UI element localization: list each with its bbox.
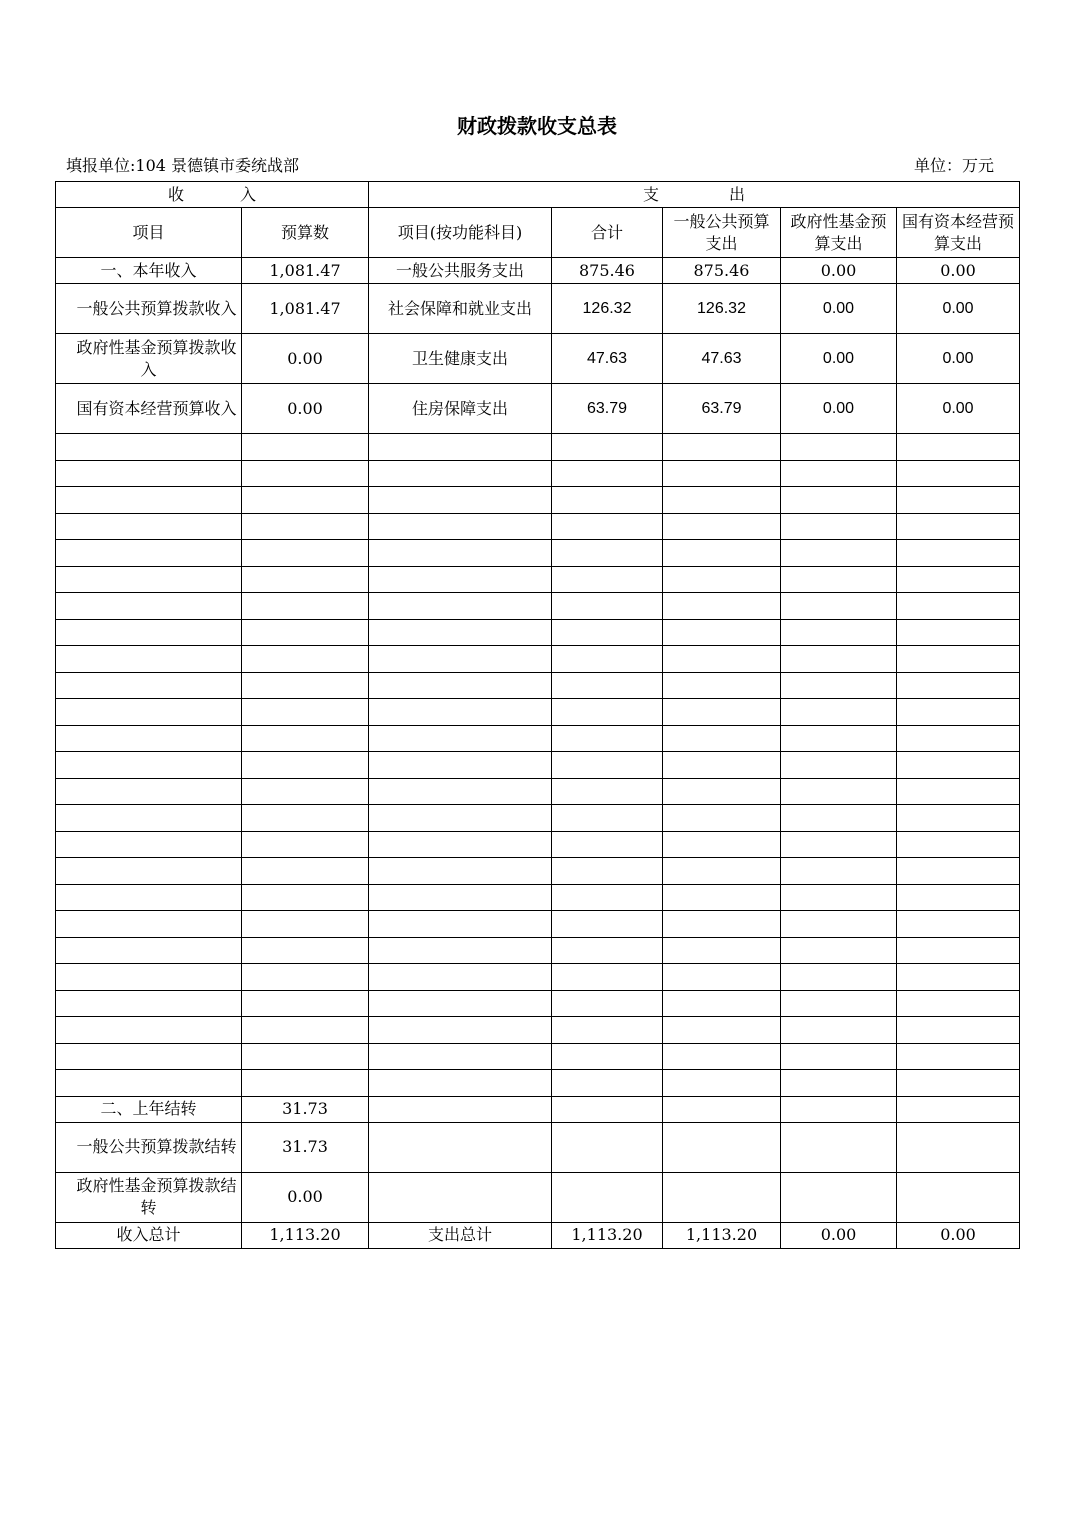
- empty-cell: [897, 990, 1020, 1017]
- empty-cell: [369, 593, 552, 620]
- empty-cell: [56, 884, 242, 911]
- col-header-item: 项目: [56, 208, 242, 258]
- empty-cell: [56, 1070, 242, 1097]
- empty-cell: [663, 937, 781, 964]
- empty-cell: [781, 858, 897, 885]
- empty-cell: [552, 964, 663, 991]
- empty-cell: [897, 540, 1020, 567]
- empty-cell: [781, 805, 897, 832]
- empty-cell: [897, 752, 1020, 779]
- expense-item: 卫生健康支出: [369, 334, 552, 384]
- empty-cell: [552, 1096, 663, 1122]
- empty-cell: [663, 752, 781, 779]
- empty-cell: [242, 513, 369, 540]
- empty-cell: [56, 1043, 242, 1070]
- empty-cell: [242, 725, 369, 752]
- empty-cell: [781, 646, 897, 673]
- empty-cell: [781, 540, 897, 567]
- empty-cell: [56, 937, 242, 964]
- empty-cell: [663, 1070, 781, 1097]
- empty-cell: [897, 460, 1020, 487]
- empty-row: [56, 990, 1020, 1017]
- empty-row: [56, 619, 1020, 646]
- expense-gov-fund: 0.00: [781, 334, 897, 384]
- empty-cell: [369, 937, 552, 964]
- empty-cell: [242, 964, 369, 991]
- column-header-row: [56, 208, 1020, 258]
- empty-cell: [242, 1043, 369, 1070]
- empty-cell: [897, 1043, 1020, 1070]
- income-value: 0.00: [242, 1172, 369, 1222]
- empty-row: [56, 1070, 1020, 1097]
- empty-cell: [242, 540, 369, 567]
- budget-summary-table: [55, 181, 1020, 1249]
- empty-cell: [369, 1043, 552, 1070]
- empty-cell: [781, 964, 897, 991]
- expense-total: 126.32: [552, 284, 663, 334]
- empty-cell: [663, 1172, 781, 1222]
- income-value: 31.73: [242, 1096, 369, 1122]
- empty-cell: [897, 1096, 1020, 1122]
- expense-state-capital: 0.00: [897, 384, 1020, 434]
- empty-row: [56, 752, 1020, 779]
- empty-cell: [781, 937, 897, 964]
- expense-state-capital: 0.00: [897, 284, 1020, 334]
- empty-cell: [663, 540, 781, 567]
- empty-cell: [897, 805, 1020, 832]
- empty-cell: [56, 566, 242, 593]
- empty-cell: [552, 699, 663, 726]
- empty-cell: [663, 593, 781, 620]
- col-header-state-capital: 国有资本经营预算支出: [897, 208, 1020, 258]
- empty-cell: [369, 460, 552, 487]
- empty-cell: [552, 1070, 663, 1097]
- empty-cell: [897, 566, 1020, 593]
- table-row: [56, 284, 1020, 334]
- income-value: 1,081.47: [242, 258, 369, 284]
- empty-cell: [897, 1070, 1020, 1097]
- income-total-value: 1,113.20: [242, 1222, 369, 1248]
- col-header-general: 一般公共预算支出: [663, 208, 781, 258]
- empty-cell: [552, 884, 663, 911]
- empty-cell: [897, 884, 1020, 911]
- empty-cell: [369, 566, 552, 593]
- empty-cell: [781, 1070, 897, 1097]
- expense-general-total: 1,113.20: [663, 1222, 781, 1248]
- expense-item: 住房保障支出: [369, 384, 552, 434]
- expense-total-label: 支出总计: [369, 1222, 552, 1248]
- empty-cell: [552, 1017, 663, 1044]
- empty-cell: [663, 778, 781, 805]
- income-item: 二、上年结转: [56, 1096, 242, 1122]
- empty-cell: [663, 619, 781, 646]
- empty-row: [56, 646, 1020, 673]
- expense-total: 63.79: [552, 384, 663, 434]
- empty-row: [56, 460, 1020, 487]
- empty-cell: [369, 513, 552, 540]
- income-item: 国有资本经营预算收入: [56, 384, 242, 434]
- empty-cell: [552, 566, 663, 593]
- empty-cell: [897, 619, 1020, 646]
- empty-cell: [242, 487, 369, 514]
- empty-cell: [781, 990, 897, 1017]
- empty-cell: [56, 964, 242, 991]
- income-value: 31.73: [242, 1122, 369, 1172]
- empty-cell: [552, 487, 663, 514]
- empty-cell: [242, 566, 369, 593]
- empty-cell: [242, 593, 369, 620]
- empty-cell: [663, 487, 781, 514]
- empty-cell: [552, 460, 663, 487]
- empty-cell: [552, 778, 663, 805]
- empty-cell: [663, 1017, 781, 1044]
- empty-cell: [56, 805, 242, 832]
- empty-cell: [369, 1172, 552, 1222]
- empty-cell: [56, 699, 242, 726]
- empty-cell: [781, 593, 897, 620]
- empty-cell: [369, 831, 552, 858]
- empty-cell: [369, 964, 552, 991]
- empty-cell: [552, 434, 663, 461]
- empty-cell: [242, 884, 369, 911]
- expense-state-capital-total: 0.00: [897, 1222, 1020, 1248]
- empty-row: [56, 805, 1020, 832]
- empty-cell: [552, 513, 663, 540]
- empty-cell: [897, 593, 1020, 620]
- income-total-label: 收入总计: [56, 1222, 242, 1248]
- income-value: 1,081.47: [242, 284, 369, 334]
- empty-cell: [781, 1043, 897, 1070]
- empty-cell: [56, 752, 242, 779]
- empty-cell: [56, 831, 242, 858]
- empty-cell: [663, 566, 781, 593]
- table-row: [56, 334, 1020, 384]
- empty-cell: [552, 1172, 663, 1222]
- empty-cell: [781, 778, 897, 805]
- empty-cell: [663, 725, 781, 752]
- expense-total: 875.46: [552, 258, 663, 284]
- expense-general: 126.32: [663, 284, 781, 334]
- income-item: 政府性基金预算拨款结转: [56, 1172, 242, 1222]
- empty-cell: [897, 699, 1020, 726]
- empty-cell: [552, 1043, 663, 1070]
- empty-cell: [781, 434, 897, 461]
- empty-cell: [242, 460, 369, 487]
- empty-cell: [369, 1122, 552, 1172]
- empty-cell: [552, 672, 663, 699]
- empty-cell: [552, 752, 663, 779]
- empty-cell: [897, 964, 1020, 991]
- empty-cell: [663, 990, 781, 1017]
- empty-cell: [897, 487, 1020, 514]
- empty-cell: [56, 540, 242, 567]
- table-row: [56, 1172, 1020, 1222]
- empty-cell: [242, 990, 369, 1017]
- expense-gov-fund: 0.00: [781, 384, 897, 434]
- empty-cell: [369, 699, 552, 726]
- empty-cell: [369, 672, 552, 699]
- empty-cell: [897, 434, 1020, 461]
- empty-cell: [781, 1122, 897, 1172]
- income-item: 一、本年收入: [56, 258, 242, 284]
- table-row: [56, 384, 1020, 434]
- table-row: [56, 1122, 1020, 1172]
- expense-state-capital: 0.00: [897, 258, 1020, 284]
- empty-row: [56, 884, 1020, 911]
- empty-cell: [897, 646, 1020, 673]
- empty-cell: [56, 911, 242, 938]
- expense-item: 一般公共服务支出: [369, 258, 552, 284]
- empty-cell: [781, 487, 897, 514]
- empty-cell: [56, 1017, 242, 1044]
- empty-cell: [369, 990, 552, 1017]
- empty-cell: [56, 672, 242, 699]
- col-header-budget: 预算数: [242, 208, 369, 258]
- currency-unit: 单位：万元: [914, 156, 995, 175]
- empty-row: [56, 434, 1020, 461]
- empty-row: [56, 672, 1020, 699]
- empty-cell: [56, 646, 242, 673]
- empty-cell: [781, 725, 897, 752]
- empty-cell: [663, 646, 781, 673]
- empty-cell: [552, 646, 663, 673]
- income-item: 一般公共预算拨款结转: [56, 1122, 242, 1172]
- empty-row: [56, 1017, 1020, 1044]
- table-row: [56, 1096, 1020, 1122]
- empty-cell: [56, 487, 242, 514]
- expense-general: 63.79: [663, 384, 781, 434]
- empty-cell: [552, 593, 663, 620]
- empty-cell: [552, 831, 663, 858]
- empty-cell: [663, 1096, 781, 1122]
- empty-cell: [663, 831, 781, 858]
- empty-cell: [56, 778, 242, 805]
- empty-cell: [56, 593, 242, 620]
- col-header-total: 合计: [552, 208, 663, 258]
- empty-cell: [663, 699, 781, 726]
- empty-row: [56, 831, 1020, 858]
- empty-cell: [552, 911, 663, 938]
- income-item: 政府性基金预算拨款收入: [56, 334, 242, 384]
- empty-cell: [781, 1096, 897, 1122]
- empty-cell: [781, 699, 897, 726]
- empty-cell: [369, 1070, 552, 1097]
- empty-cell: [242, 805, 369, 832]
- empty-cell: [56, 990, 242, 1017]
- empty-cell: [897, 513, 1020, 540]
- empty-cell: [781, 566, 897, 593]
- empty-cell: [897, 911, 1020, 938]
- empty-cell: [369, 725, 552, 752]
- empty-cell: [663, 1043, 781, 1070]
- empty-row: [56, 725, 1020, 752]
- expense-gov-fund: 0.00: [781, 258, 897, 284]
- income-item: 一般公共预算拨款收入: [56, 284, 242, 334]
- totals-row: [56, 1222, 1020, 1248]
- empty-cell: [369, 540, 552, 567]
- empty-cell: [897, 1017, 1020, 1044]
- empty-cell: [56, 619, 242, 646]
- empty-cell: [897, 1122, 1020, 1172]
- empty-cell: [663, 858, 781, 885]
- table-row: [56, 258, 1020, 284]
- report-title: 财政拨款收支总表: [457, 114, 617, 138]
- empty-cell: [369, 778, 552, 805]
- empty-row: [56, 858, 1020, 885]
- empty-cell: [242, 937, 369, 964]
- empty-cell: [552, 937, 663, 964]
- empty-row: [56, 513, 1020, 540]
- empty-cell: [369, 858, 552, 885]
- expense-section-header: 支 出: [369, 182, 1020, 208]
- income-section-header: 收 入: [56, 182, 369, 208]
- empty-cell: [369, 884, 552, 911]
- empty-cell: [552, 725, 663, 752]
- empty-cell: [663, 434, 781, 461]
- empty-cell: [663, 460, 781, 487]
- empty-row: [56, 937, 1020, 964]
- empty-cell: [663, 1122, 781, 1172]
- col-header-gov-fund: 政府性基金预算支出: [781, 208, 897, 258]
- empty-cell: [781, 672, 897, 699]
- empty-cell: [663, 513, 781, 540]
- empty-row: [56, 911, 1020, 938]
- empty-cell: [552, 619, 663, 646]
- empty-cell: [242, 646, 369, 673]
- empty-cell: [56, 513, 242, 540]
- empty-cell: [242, 699, 369, 726]
- empty-cell: [242, 752, 369, 779]
- empty-cell: [781, 1172, 897, 1222]
- empty-cell: [369, 1096, 552, 1122]
- expense-general: 47.63: [663, 334, 781, 384]
- empty-row: [56, 699, 1020, 726]
- empty-row: [56, 964, 1020, 991]
- empty-cell: [781, 460, 897, 487]
- empty-cell: [897, 831, 1020, 858]
- empty-cell: [242, 778, 369, 805]
- expense-gov-fund-total: 0.00: [781, 1222, 897, 1248]
- empty-row: [56, 566, 1020, 593]
- income-value: 0.00: [242, 334, 369, 384]
- empty-cell: [897, 858, 1020, 885]
- empty-cell: [242, 434, 369, 461]
- expense-total: 47.63: [552, 334, 663, 384]
- empty-row: [56, 593, 1020, 620]
- empty-cell: [781, 884, 897, 911]
- empty-cell: [369, 752, 552, 779]
- empty-cell: [897, 1172, 1020, 1222]
- empty-cell: [663, 672, 781, 699]
- empty-cell: [242, 858, 369, 885]
- expense-grand-total: 1,113.20: [552, 1222, 663, 1248]
- empty-cell: [897, 937, 1020, 964]
- empty-cell: [369, 1017, 552, 1044]
- empty-row: [56, 1043, 1020, 1070]
- empty-cell: [369, 434, 552, 461]
- empty-cell: [242, 619, 369, 646]
- empty-cell: [781, 911, 897, 938]
- expense-state-capital: 0.00: [897, 334, 1020, 384]
- empty-cell: [56, 460, 242, 487]
- empty-cell: [897, 778, 1020, 805]
- empty-row: [56, 778, 1020, 805]
- expense-general: 875.46: [663, 258, 781, 284]
- empty-cell: [781, 1017, 897, 1044]
- expense-item: 社会保障和就业支出: [369, 284, 552, 334]
- empty-cell: [369, 911, 552, 938]
- col-header-func-item: 项目(按功能科目): [369, 208, 552, 258]
- empty-cell: [663, 805, 781, 832]
- empty-cell: [552, 540, 663, 567]
- empty-cell: [369, 619, 552, 646]
- empty-cell: [897, 672, 1020, 699]
- empty-cell: [552, 805, 663, 832]
- empty-row: [56, 487, 1020, 514]
- empty-cell: [663, 964, 781, 991]
- empty-cell: [242, 1017, 369, 1044]
- empty-cell: [242, 911, 369, 938]
- empty-cell: [56, 725, 242, 752]
- empty-cell: [242, 831, 369, 858]
- empty-cell: [369, 487, 552, 514]
- reporting-unit: 填报单位:104 景德镇市委统战部: [66, 156, 300, 175]
- empty-cell: [781, 619, 897, 646]
- empty-cell: [369, 646, 552, 673]
- empty-cell: [369, 805, 552, 832]
- empty-row: [56, 540, 1020, 567]
- empty-cell: [242, 672, 369, 699]
- empty-cell: [552, 858, 663, 885]
- empty-cell: [552, 1122, 663, 1172]
- expense-gov-fund: 0.00: [781, 284, 897, 334]
- income-value: 0.00: [242, 384, 369, 434]
- section-header-row: [56, 182, 1020, 208]
- empty-cell: [781, 513, 897, 540]
- empty-cell: [56, 434, 242, 461]
- empty-cell: [242, 1070, 369, 1097]
- empty-cell: [56, 858, 242, 885]
- empty-cell: [663, 911, 781, 938]
- empty-cell: [552, 990, 663, 1017]
- empty-cell: [897, 725, 1020, 752]
- empty-cell: [663, 884, 781, 911]
- empty-cell: [781, 752, 897, 779]
- empty-cell: [781, 831, 897, 858]
